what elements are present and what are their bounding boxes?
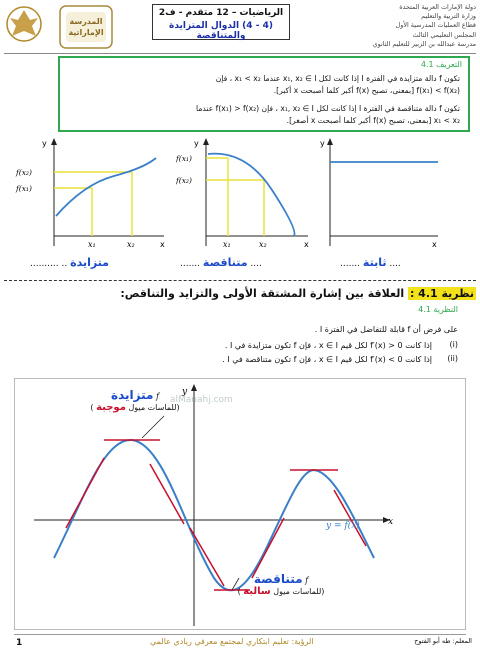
theorem-heading-text: العلاقة بين إشارة المشتقة الأولى والتزايد والتناقص: (120, 287, 405, 300)
f-symbol: f (156, 392, 159, 401)
x2-label: x₂ (259, 240, 267, 249)
definition-para2-line2: x₁ < x₂ [بمعنى، تصبح f(x) أكبر كلما أصبحت x أصغر]. (286, 116, 460, 125)
lesson-title-box (152, 4, 290, 40)
tangent-line (190, 528, 224, 586)
increasing-annotation (80, 388, 190, 413)
theorem-number: نظرية 4.1 : (409, 287, 474, 300)
vision-text: الرؤية: تعليم ابتكاري لمجتمع معرفي ريادي عالمي (150, 637, 314, 646)
decreasing-graph (176, 136, 316, 254)
lesson-title: (4 - 4) الدوال المتزايدة والمتناقصة (169, 21, 273, 41)
theorem-ii-text: إذا كانت f′(x) < 0 لكل قيم x ∈ I ، فإن f تكون متناقصة في I . (222, 355, 432, 364)
course-title: الرياضيات – 12 متقدم - ف2 (158, 8, 284, 18)
note: ) (237, 587, 241, 596)
school-logo-text: المدرسة الإماراتية (68, 17, 104, 37)
x2-label: x₂ (127, 240, 135, 249)
fx1-label: f(x₁) (176, 154, 192, 163)
watermark: alManahj.com (170, 395, 233, 405)
fx2-label: f(x₂) (176, 176, 192, 185)
constant-graph (320, 136, 470, 254)
ministry-line: وزارة التربية والتعليم (421, 12, 476, 21)
y-label: y (42, 139, 47, 148)
curve-label: y = f(x) (326, 521, 360, 531)
x-label: x (160, 240, 165, 249)
y-label: y (194, 139, 199, 148)
increasing-word: متزايدة (111, 388, 154, 402)
blank-increasing (30, 256, 109, 269)
f-symbol: f (305, 576, 309, 585)
label-decreasing: متناقصة (202, 256, 248, 269)
x-label: x (432, 240, 437, 249)
label-increasing: متزايدة (70, 256, 109, 269)
increasing-graph (14, 136, 170, 254)
note: (للماسات ميول (273, 587, 325, 596)
decreasing-curve (208, 154, 295, 236)
definition-para1-line1: تكون f دالة متزايدة في الفترة I إذا كانت لكل x₁, x₂ ∈ I عندما x₁ < x₂ ، فإن (215, 74, 460, 83)
theorem-title: النظرية 4.1 (418, 305, 458, 314)
dots: .......... (30, 259, 59, 269)
y-label: y (320, 139, 325, 148)
definition-para2-line1: تكون f دالة متناقصة في الفترة I إذا كانت لكل x₁, x₂ ∈ I ، فإن f(x₁) > f(x₂) عندما (196, 104, 460, 113)
tangent-line (150, 464, 184, 524)
definition-box (58, 56, 470, 132)
definition-para1-line2: f(x₁) < f(x₂) [بمعنى، تصبح f(x) أكبر كلما أصبحت x أكبر]. (273, 86, 460, 95)
x1-label: x₁ (223, 240, 231, 249)
theorem-intro: على فرض أن f قابلة للتفاضل في الفترة I . (314, 325, 458, 334)
footer-divider (14, 634, 466, 635)
header-divider (4, 53, 476, 54)
tangent-line (334, 490, 366, 546)
uae-emblem-icon (4, 4, 44, 44)
x-label: x (388, 517, 394, 527)
label-constant: ثابتة (362, 256, 387, 269)
dots: ....... (340, 259, 361, 269)
ministry-line: المجلس التعليمي الثالث (412, 30, 476, 39)
note: (للماسات ميول (128, 403, 180, 412)
y-label: y (182, 387, 188, 397)
dots: ....... (180, 259, 201, 269)
theorem-ii-label: (ii) (447, 354, 458, 363)
teacher-name: المعلم: طه أبو الفتوح (414, 637, 472, 645)
fx2-label: f(x₂) (16, 168, 32, 177)
school-logo (56, 2, 116, 52)
decreasing-word: متناقصة (253, 572, 303, 586)
ministry-block (306, 3, 476, 49)
note: ) (90, 403, 94, 412)
theorem-i-label: (i) (449, 340, 458, 349)
blank-constant (340, 256, 401, 269)
ministry-line: قطاع العمليات المدرسية الأول (395, 21, 476, 30)
theorem-heading (120, 287, 476, 300)
ministry-line: دولة الإمارات العربية المتحدة (399, 3, 476, 11)
page-number: 1 (16, 638, 23, 648)
section-divider (4, 280, 476, 281)
x1-label: x₁ (88, 240, 96, 249)
dots: .... (389, 259, 401, 269)
tangent-line (252, 518, 284, 578)
dots: .... (250, 259, 262, 269)
theorem-i-text: إذا كانت f′(x) > 0 لكل قيم x ∈ I ، فإن f تكون متزايدة في I . (224, 341, 432, 350)
positive-word: موجبة (96, 402, 126, 413)
ministry-line: مدرسة عبدالله بن الزبير للتعليم الثانوي (372, 39, 476, 48)
dots: .. (61, 259, 68, 269)
decreasing-annotation (226, 572, 336, 597)
blank-decreasing (180, 256, 262, 269)
x-label: x (304, 240, 309, 249)
tangent-line (66, 458, 104, 528)
fx1-label: f(x₁) (16, 184, 32, 193)
definition-title: التعريف 4.1 (420, 60, 462, 69)
theorem-box (40, 302, 472, 374)
increasing-curve (56, 158, 156, 216)
negative-word: سالبة (243, 586, 271, 597)
